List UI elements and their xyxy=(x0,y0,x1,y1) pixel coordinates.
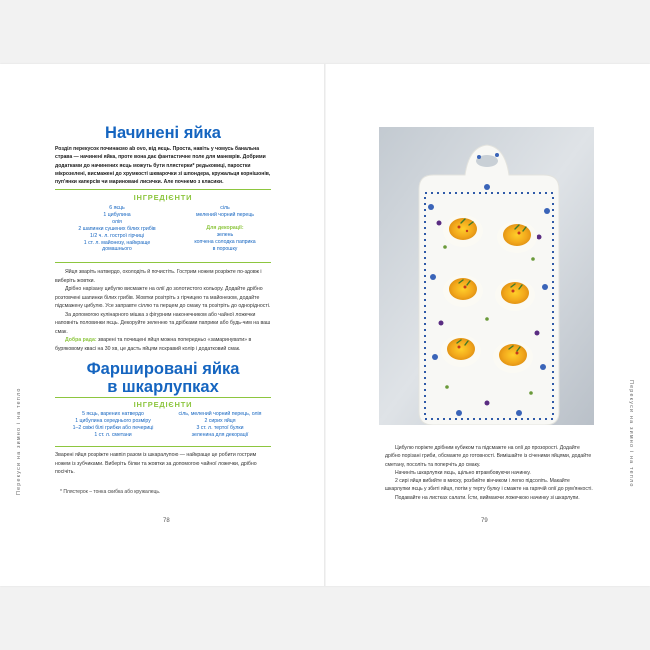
ingredient-item: мелений чорний перець xyxy=(195,211,254,218)
recipe-step: Цибулю поріжте дрібним кубиком та підсмажте на олії до прозорості. Додайте дрібно порізані гриби, обсмажте до готовності. Вимішайте із січеними яйцями, додайте сметану, посоліть та поперчіть до смаку. xyxy=(385,445,592,468)
decoration-label: Для декорації: xyxy=(206,224,244,231)
ingredient-item: зелень xyxy=(216,231,234,238)
ingredient-item: домашнього xyxy=(102,246,132,253)
stuffed-eggs-photo xyxy=(379,127,594,425)
recipe-step: Подавайте на листках салати. Їсти, виймаючи ложечкою начинку зі шкарлупи. xyxy=(395,494,580,501)
recipe-step: Яйця зваріть натвердо, охолодіть й почистіть. Гострим ножем розріжте по-здовж і виберіть жовтки. xyxy=(55,269,262,284)
recipe-tip xyxy=(55,336,271,353)
ingredient-item: 2 сирих яйця xyxy=(204,417,236,424)
ingredient-item: 3 ст. л. тертої булки xyxy=(196,424,244,431)
ingredient-item: 1 цибулина xyxy=(103,211,131,218)
tip-label: Добра рада: xyxy=(65,337,97,343)
recipe1-ingredients-left xyxy=(57,205,177,253)
ingredient-item: зеленина для декорації xyxy=(191,431,249,438)
running-header-right: Перекуси на зимно і на тепло xyxy=(628,380,634,488)
tip-text: зварені та почищені яйця можна попередньо «замаринувати» в буряковому квасі на 30 хв, це дасть яйцям яскравий колір і додатковий смак. xyxy=(55,337,252,352)
footnote: * Плястерок – тонка скибка або кружалець. xyxy=(60,489,161,495)
recipe-step: Начиніть шкарлупки яєць, щільно втрамбовуючи начинку. xyxy=(395,469,531,476)
recipe2-title-line2: в шкарлупках xyxy=(107,378,219,396)
ingredient-item: 6 яєць xyxy=(109,205,125,211)
recipe1-title: Начинені яйка xyxy=(105,124,221,142)
recipe-step: 2 сирі яйця вибийте в миску, розбийте вінчиком і легко підсоліть. Макайте шкарлупки яєць у збиті яйця, потім у терту булку і смажте на гарячій олії до рум'янкості. xyxy=(385,478,593,493)
recipe2-title xyxy=(55,360,271,396)
ingredient-item: 1 цибулина середнього розміру xyxy=(75,417,151,424)
ingredient-item: 2 шапинки сушених білих грибів xyxy=(78,225,156,232)
recipe2-ingredients-title: ІНГРЕДІЄНТИ xyxy=(133,400,193,409)
recipe1-steps xyxy=(55,268,271,353)
ingredient-item: олія xyxy=(112,218,122,225)
recipe2-ingredients-left xyxy=(57,411,169,439)
ingredient-item: 1/2 ч. л. гострої гірчиці xyxy=(90,232,144,239)
recipe1-ingredients-title: ІНГРЕДІЄНТИ xyxy=(133,193,193,202)
recipe-step: За допомогою кулінарного мішка з фігурним наконечником або чайної ложечки наповніть половинки яєць. Декоруйте зеленню та дрібками паприки або будь-чим на ваш смак. xyxy=(55,311,271,335)
ingredient-item: 1 ст. л. майонезу, найкраще xyxy=(83,239,151,246)
ingredient-item: сіль, мелений чорний перець, олія xyxy=(178,411,262,417)
recipe1-intro: Розділ перекусок починаємо ab ovo, від яєць. Проста, навіть у чомусь банальна страва — начинені яйка, проте вона дає фантастичне поле для маневрів. Добрими додатками до начинених яєць можуть бути плястерки* редьковиці, паростки мікрозелені, висмажені до хрумкості шкварочки зі шпондера, кружальця корнішонів, пуп'янки каперсів чи мариновані лисички. Але почнемо з класики. xyxy=(55,146,271,186)
recipe-step: Зварені яйця розріжте навпіл разом із шкаралупою — найкраще це робити гострим ножем із зубчиками. Виберіть білки та жовтки за допомогою чайної ложечки, дрібно посічіть. xyxy=(55,452,257,475)
recipe-step: Дрібно нарізану цибулю висмажте на олії до золотистого кольору. Додайте дрібно розтовчені шапинки білих грибів. Жовтки розітріть з гірчицею та майонезом, додайте підсмажену цибулю. Усе заправте сіллю та перцем до смаку та розітріть до однорідності. xyxy=(55,286,271,309)
recipe2-steps xyxy=(55,451,271,477)
ingredient-item: в порошку xyxy=(212,245,238,252)
photo-illustration xyxy=(379,127,594,425)
recipe2-title-line1: Фаршировані яйка xyxy=(86,360,240,378)
ingredient-item: 5 яєць, варених натвердо xyxy=(82,411,144,417)
page-number-left: 78 xyxy=(163,518,170,524)
recipe2-ingredients-right xyxy=(168,411,272,439)
ingredient-item: 1 ст. л. сметани xyxy=(94,431,132,438)
recipe2-steps-continued xyxy=(385,444,595,502)
ingredient-item: 1–2 свіжі білі грибки або печериці xyxy=(72,424,154,431)
recipe1-ingredients-right xyxy=(180,205,270,252)
book-gutter xyxy=(324,64,326,586)
running-header-left: Перекуси на зимно і на тепло xyxy=(16,387,22,495)
ingredient-item: копчена солодка паприка xyxy=(194,238,256,245)
ingredient-item: сіль xyxy=(220,205,230,211)
page-number-right: 79 xyxy=(481,518,488,524)
